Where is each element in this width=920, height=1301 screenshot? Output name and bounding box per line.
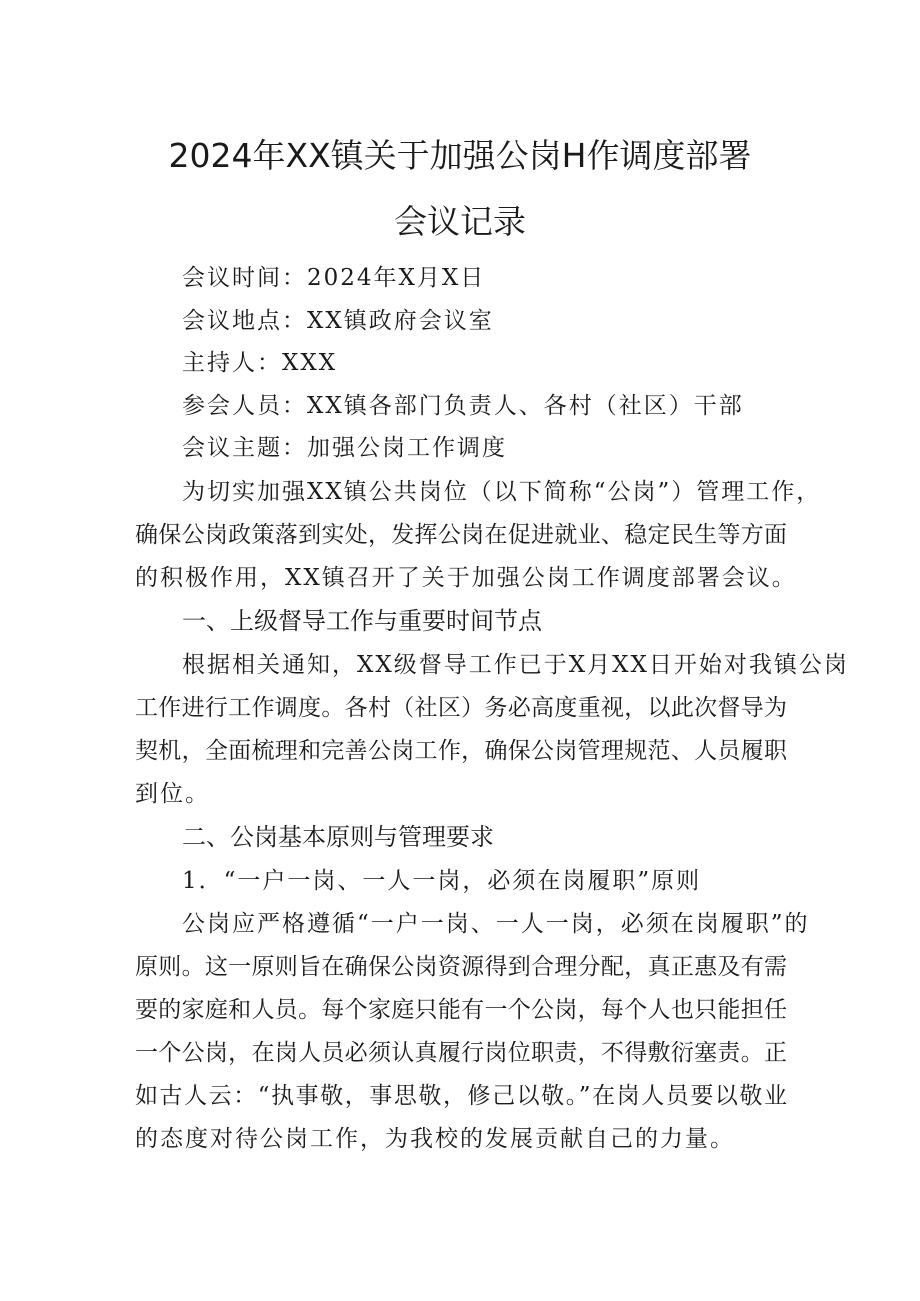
- section2-line: 原则。这一原则旨在确保公岗资源得到合理分配，真正惠及有需: [135, 954, 787, 980]
- section1-line: 根据相关通知，XX级督导工作已于X月XX日开始对我镇公岗: [182, 652, 849, 678]
- meeting-attendees: 参会人员：XX镇各部门负责人、各村（社区）干部: [182, 393, 744, 419]
- section2-line: 一个公岗，在岗人员必须认真履行岗位职责，不得敷衍塞责。正: [135, 1040, 787, 1066]
- document-title-line1: 2024年XX镇关于加强公岗H作调度部署: [168, 136, 752, 175]
- section2-line: 的态度对待公岗工作，为我校的发展贡献自己的力量。: [135, 1126, 735, 1152]
- section2-line: 公岗应严格遵循“一户一岗、一人一岗，必须在岗履职”的: [182, 911, 810, 937]
- section1-line: 到位。: [135, 781, 210, 807]
- section2-line: 要的家庭和人员。每个家庭只能有一个公岗，每个人也只能担任: [135, 997, 787, 1023]
- document-title-line2: 会议记录: [394, 202, 526, 241]
- meeting-time: 会议时间：2024年X月X日: [182, 265, 486, 291]
- meeting-topic: 会议主题：加强公岗工作调度: [182, 435, 507, 461]
- section2-line: 如古人云：“执事敬，事思敬，修己以敬。”在岗人员要以敬业: [135, 1083, 787, 1109]
- intro-line: 确保公岗政策落到实处，发挥公岗在促进就业、稳定民生等方面: [135, 522, 787, 548]
- intro-line: 为切实加强XX镇公共岗位（以下简称“公岗”）管理工作，: [182, 479, 822, 505]
- intro-line: 的积极作用，XX镇召开了关于加强公岗工作调度部署会议。: [135, 565, 797, 591]
- section1-heading: 一、上级督导工作与重要时间节点: [182, 607, 542, 635]
- section1-line: 契机，全面梳理和完善公岗工作，确保公岗管理规范、人员履职: [135, 738, 787, 764]
- meeting-place: 会议地点：XX镇政府会议室: [182, 308, 494, 334]
- section2-subheading: 1．“一户一岗、一人一岗，必须在岗履职”原则: [182, 868, 702, 894]
- section2-heading: 二、公岗基本原则与管理要求: [182, 823, 494, 851]
- meeting-host: 主持人：XXX: [182, 350, 338, 376]
- section1-line: 工作进行工作调度。各村（社区）务必高度重视，以此次督导为: [135, 695, 787, 721]
